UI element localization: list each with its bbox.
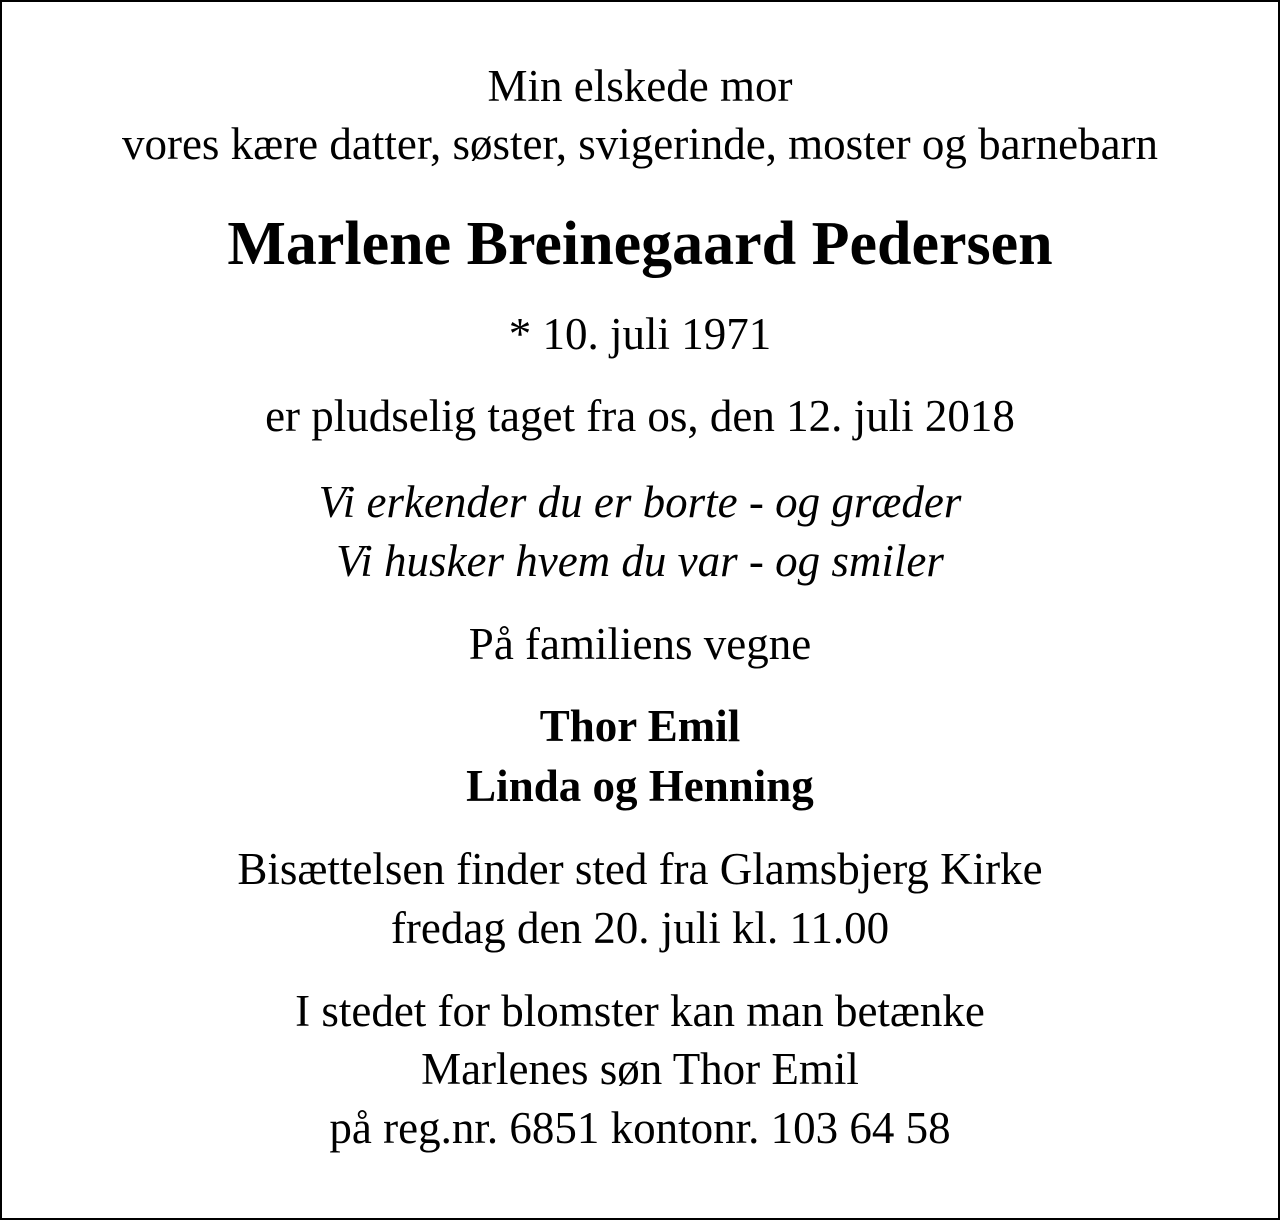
- intro-line-2: vores kære datter, søster, svigerinde, moster og barnebarn: [121, 119, 1159, 169]
- verse-line-2: Vi husker hvem du var - og smiler: [336, 536, 944, 586]
- donation-line-1: I stedet for blomster kan man betænke: [295, 986, 985, 1036]
- donation-line-3: på reg.nr. 6851 kontonr. 103 64 58: [329, 1103, 951, 1153]
- deceased-name: Marlene Breinegaard Pedersen: [227, 210, 1053, 278]
- on-behalf-line: På familiens vegne: [468, 619, 812, 669]
- donation-line-2: Marlenes søn Thor Emil: [421, 1044, 859, 1094]
- signatory-line-2: Linda og Henning: [466, 761, 814, 811]
- death-statement: er pludselig taget fra os, den 12. juli 2018: [265, 391, 1015, 441]
- intro-line-1: Min elskede mor: [487, 61, 793, 111]
- signatory-line-1: Thor Emil: [539, 701, 741, 751]
- funeral-line-1: Bisættelsen finder sted fra Glamsbjerg Kirke: [237, 844, 1043, 894]
- funeral-line-2: fredag den 20. juli kl. 11.00: [390, 903, 890, 953]
- verse-line-1: Vi erkender du er borte - og græder: [318, 477, 962, 527]
- birth-date: * 10. juli 1971: [508, 309, 772, 359]
